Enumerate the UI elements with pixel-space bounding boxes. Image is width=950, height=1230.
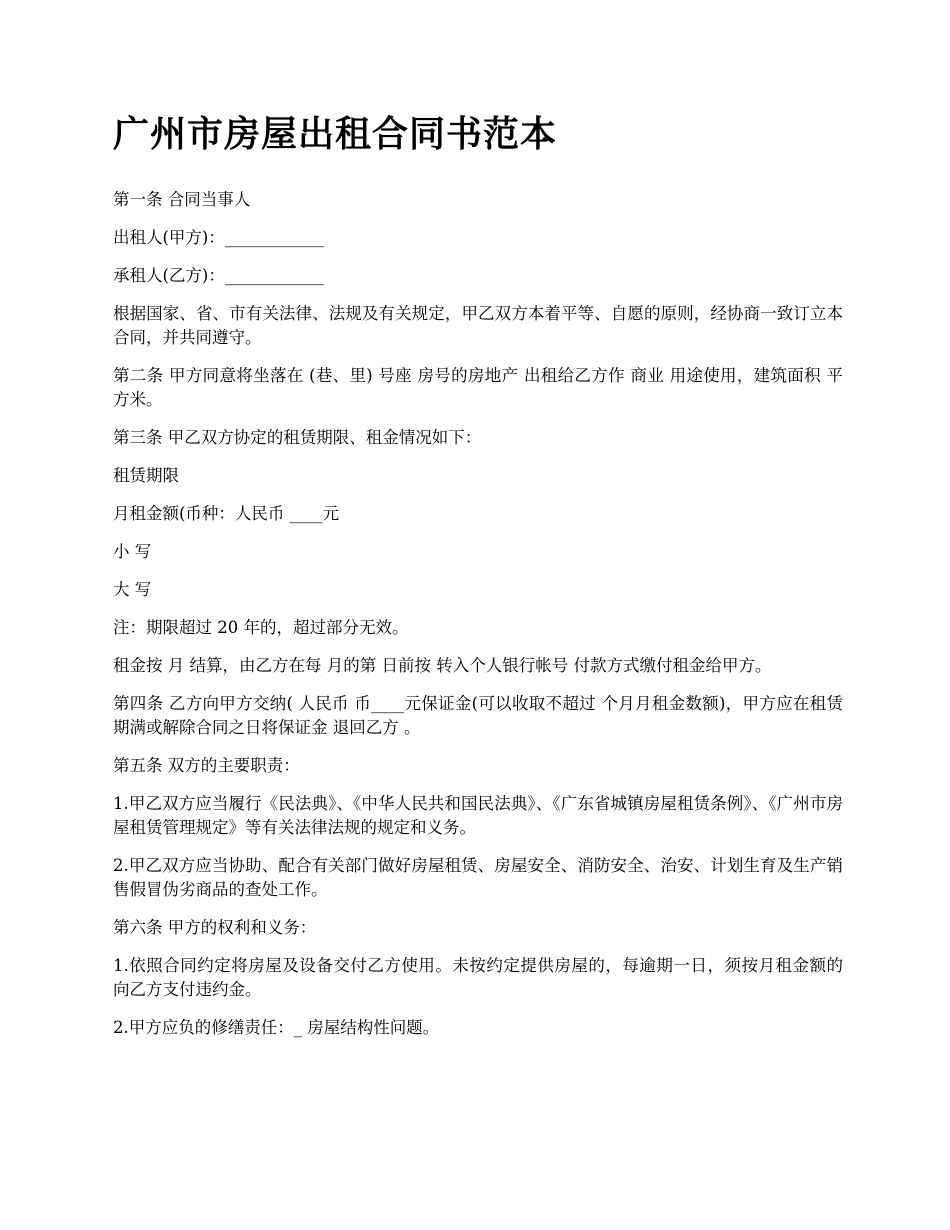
document-title: 广州市房屋出租合同书范本 bbox=[113, 114, 558, 155]
article-6-item-1: 1.依照合同约定将房屋及设备交付乙方使用。未按约定提供房屋的，每逾期一日，须按月租金额的 向乙方支付违约金。 bbox=[113, 956, 843, 999]
amount-in-figures-line: 小 写 bbox=[113, 542, 152, 561]
article-5-item-1: 1.甲乙双方应当履行《民法典》、《中华人民共和国民法典》、《广东省城镇房屋租赁条例》、《广州市房屋租赁管理规定》等有关法律法规的规定和义务。 bbox=[113, 794, 843, 837]
article-5-item-2: 2.甲乙双方应当协助、配合有关部门做好房屋租赁、房屋安全、消防安全、治安、计划生育及生产销售假冒伪劣商品的查处工作。 bbox=[113, 856, 843, 899]
lessor-field: 出租人(甲方)：____________ bbox=[113, 228, 324, 247]
article-1-heading: 第一条 合同当事人 bbox=[113, 190, 251, 209]
preamble-paragraph: 根据国家、省、市有关法律、法规及有关规定，甲乙双方本着平等、自愿的原则，经协商一致订立本合同，并共同遵守。 bbox=[113, 304, 843, 347]
article-6-heading: 第六条 甲方的权利和义务： bbox=[113, 918, 317, 937]
monthly-rent-line: 月租金额(币种：人民币 ____元 bbox=[113, 504, 340, 523]
article-3-heading: 第三条 甲乙双方协定的租赁期限、租金情况如下： bbox=[113, 428, 482, 447]
amount-in-words-line: 大 写 bbox=[113, 580, 152, 599]
term-note-line: 注：期限超过 20 年的，超过部分无效。 bbox=[113, 618, 409, 637]
article-2-paragraph: 第二条 甲方同意将坐落在 (巷、里) 号座 房号的房地产 出租给乙方作 商业 用途使用，建筑面积 平方米。 bbox=[113, 366, 843, 409]
article-5-heading: 第五条 双方的主要职责： bbox=[113, 756, 300, 775]
rent-settlement-paragraph: 租金按 月 结算，由乙方在每 月的第 日前按 转入个人银行帐号 付款方式缴付租金给甲方。 bbox=[113, 656, 772, 675]
lease-term-line: 租赁期限 bbox=[113, 466, 179, 485]
article-4-paragraph: 第四条 乙方向甲方交纳( 人民币 币____元保证金(可以收取不超过 个月月租金数额)，甲方应在租赁期满或解除合同之日将保证金 退回乙方 。 bbox=[113, 694, 843, 737]
lessee-field: 承租人(乙方)：____________ bbox=[113, 266, 324, 285]
article-6-item-2: 2.甲方应负的修缮责任：_ 房屋结构性问题。 bbox=[113, 1018, 440, 1037]
